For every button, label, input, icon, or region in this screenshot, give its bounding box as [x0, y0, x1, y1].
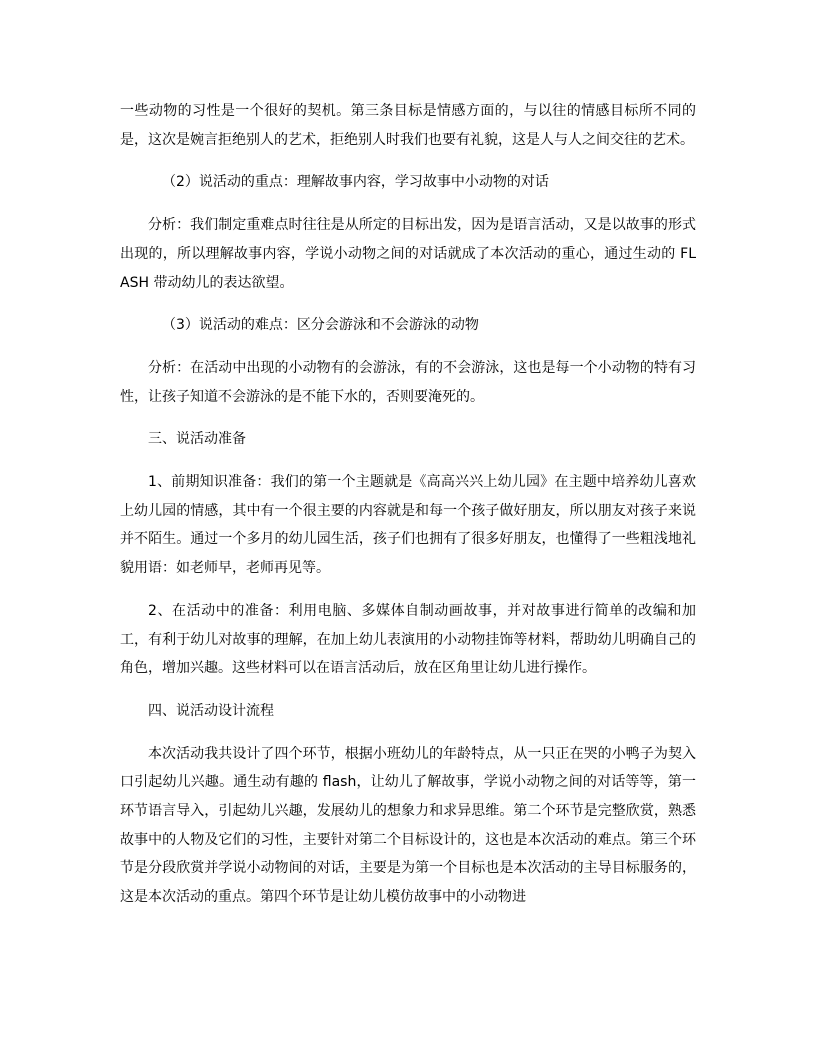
paragraph-difficulty-heading: （3）说活动的难点：区分会游泳和不会游泳的动物 — [162, 317, 479, 334]
section-heading-design-flow: 四、说活动设计流程 — [148, 702, 274, 719]
document-body — [120, 97, 696, 926]
paragraph-key-point-analysis: 分析：我们制定重难点时往往是从所定的目标出发，因为是语言活动，又是以故事的形式出现的，所以理解故事内容，学说小动物之间的对话就成了本次活动的重心，通过生动的 FLASH 带动幼儿的表达欲望。 — [120, 217, 696, 291]
paragraph-key-point-heading: （2）说活动的重点：理解故事内容，学习故事中小动物的对话 — [162, 174, 549, 191]
section-heading-preparation: 三、说活动准备 — [148, 431, 246, 448]
paragraph-difficulty-analysis: 分析：在活动中出现的小动物有的会游泳，有的不会游泳，这也是每一个小动物的特有习性，让孩子知道不会游泳的是不能下水的，否则要淹死的。 — [120, 359, 696, 405]
paragraph-prior-knowledge: 1、前期知识准备：我们的第一个主题就是《高高兴兴上幼儿园》在主题中培养幼儿喜欢上幼儿园的情感，其中有一个很主要的内容就是和每一个孩子做好朋友，所以朋友对孩子来说并不陌生。通过一个多月的幼儿园生活，孩子们也拥有了很多好朋友，也懂得了一些粗浅地礼貌用语：如老师早，老师再见等。 — [120, 474, 696, 577]
paragraph-goal-continuation: 一些动物的习性是一个很好的契机。第三条目标是情感方面的，与以往的情感目标所不同的是，这次是婉言拒绝别人的艺术，拒绝别人时我们也要有礼貌，这是人与人之间交往的艺术。 — [120, 103, 696, 148]
paragraph-design-flow: 本次活动我共设计了四个环节，根据小班幼儿的年龄特点，从一只正在哭的小鸭子为契入口引起幼儿兴趣。通生动有趣的 flash，让幼儿了解故事，学说小动物之间的对话等等，第一环节语言导入，引起幼儿兴趣，发展幼儿的想象力和求异思维。第二个环节是完整欣赏，熟悉故事中的人物及它们的习性，主要针对第二个目标设计的，这也是本次活动的难点。第三个环节是分段欣赏并学说小动物间的对话，主要是为第一个目标也是本次活动的主导目标服务的，这是本次活动的重点。第四个环节是让幼儿模仿故事中的小动物进 — [120, 745, 696, 906]
paragraph-activity-preparation: 2、在活动中的准备：利用电脑、多媒体自制动画故事，并对故事进行简单的改编和加工，有利于幼儿对故事的理解，在加上幼儿表演用的小动物挂饰等材料，帮助幼儿明确自己的角色，增加兴趣。这些材料可以在语言活动后，放在区角里让幼儿进行操作。 — [120, 602, 696, 677]
